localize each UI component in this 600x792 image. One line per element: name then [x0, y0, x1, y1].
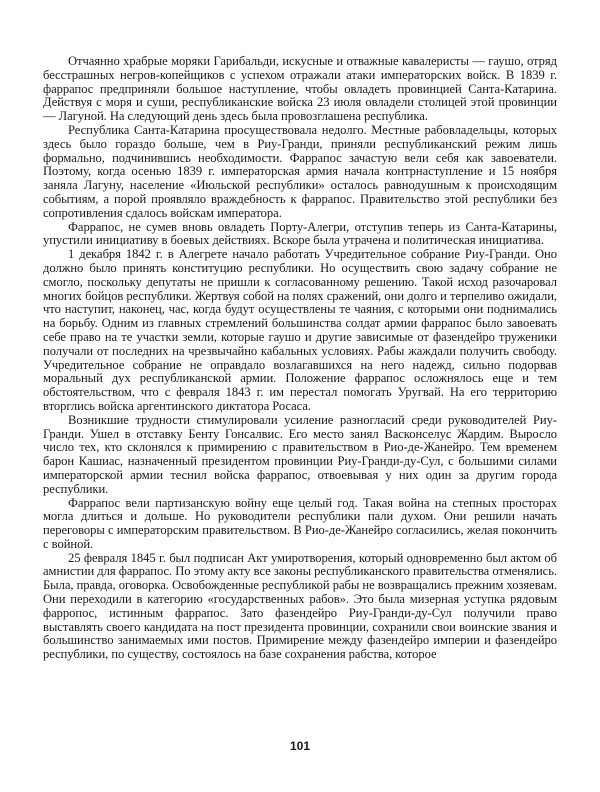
paragraph: 25 февраля 1845 г. был подписан Акт умиротворения, который одновременно был актом об амнистии для фаррапос. По этому акту все законы республиканского правительства отменялись. Была, правда, оговорка. Освобожденные республикой рабы не возвращались прежним хозяевам. Они переходили в категорию «государственных рабов». Это была мизерная уступка рядовым фарропос, истинным фаррапос. Зато фазендейро Риу-Гранди-ду-Сул получили право выставлять своего кандидата на пост президента провинции, сохранили свои воинские звания и большинство занимаемых ими постов. Примирение между фазендейро империи и фазендейро республики, по существу, состоялось на базе сохранения рабства, которое	[43, 550, 557, 662]
paragraph: Фаррапос, не сумев вновь овладеть Порту-Алегри, отступив теперь из Санта-Катарины, упустили инициативу в боевых действиях. Вскоре была утрачена и политическая инициатива.	[43, 219, 557, 248]
paragraph: Отчаянно храбрые моряки Гарибальди, искусные и отважные кавалеристы — гаушо, отряд бесстрашных негров-копейщиков с успехом отражали атаки императорских войск. В 1839 г. фаррапос предприняли большое наступление, чтобы овладеть провинцией Санта-Катарина. Действуя с моря и суши, республиканские войска 23 июля овладели столицей этой провинции — Лагуной. На следующий день здесь была провозглашена республика.	[43, 54, 557, 124]
paragraph: Фаррапос вели партизанскую войну еще целый год. Такая война на степных просторах могла длиться и дольше. Но руководители республики пали духом. Они решили начать переговоры с императорским правительством. В Рио-де-Жанейро согласились, желая покончить с войной.	[43, 495, 557, 551]
body-text	[43, 55, 557, 662]
page-number: 101	[289, 739, 311, 753]
paragraph: Республика Санта-Катарина просуществовала недолго. Местные рабовладельцы, которых здесь было гораздо больше, чем в Риу-Гранди, приняли республиканский режим лишь формально, подчинившись необходимости. Фаррапос зачастую вели себя как завоеватели. Поэтому, когда осенью 1839 г. императорская армия начала контрнаступление и 15 ноября заняла Лагуну, население «Июльской республики» осталось равнодушным к происходящим событиям, а порой проявляло враждебность к фаррапос. Правительство этой республики без сопротивления сдалось войскам императора.	[43, 122, 557, 220]
paragraph: 1 декабря 1842 г. в Алегрете начало работать Учредительное собрание Риу-Гранди. Оно должно было принять конституцию республики. Но осуществить свою задачу собрание не смогло, поскольку депутаты не пришли к согласованному решению. Такой исход разочаровал многих бойцов республики. Жертвуя собой на полях сражений, они долго и терпеливо ожидали, что наступит, наконец, час, когда будут осуществлены те чаяния, с которыми они поднимались на борьбу. Одним из главных стремлений большинства солдат армии фаррапос было завоевать себе право на те участки земли, которые гаушо и другие зависимые от фазендейро труженики получали от последних на чрезвычайно кабальных условиях. Рабы жаждали получить свободу. Учредительное собрание не оправдало возлагавшихся на него надежд, сильно подорвав моральный дух республиканской армии. Положение фаррапос осложнялось еще и тем обстоятельством, что с февраля 1843 г. им перестал помогать Уругвай. На его территорию вторглись войска аргентинского диктатора Росаса.	[43, 247, 557, 413]
paragraph: Возникшие трудности стимулировали усиление разногласий среди руководителей Риу-Гранди. Ушел в отставку Бенту Гонсалвис. Его место занял Васконселус Жардим. Выросло число тех, кто склонялся к примирению с правительством в Рио-де-Жанейро. Тем временем барон Кашиас, назначенный президентом провинции Риу-Гранди-ду-Сул, с большими силами императорской армии теснил войска фаррапос, отвоевывая у них один за другим города республики.	[43, 412, 557, 496]
